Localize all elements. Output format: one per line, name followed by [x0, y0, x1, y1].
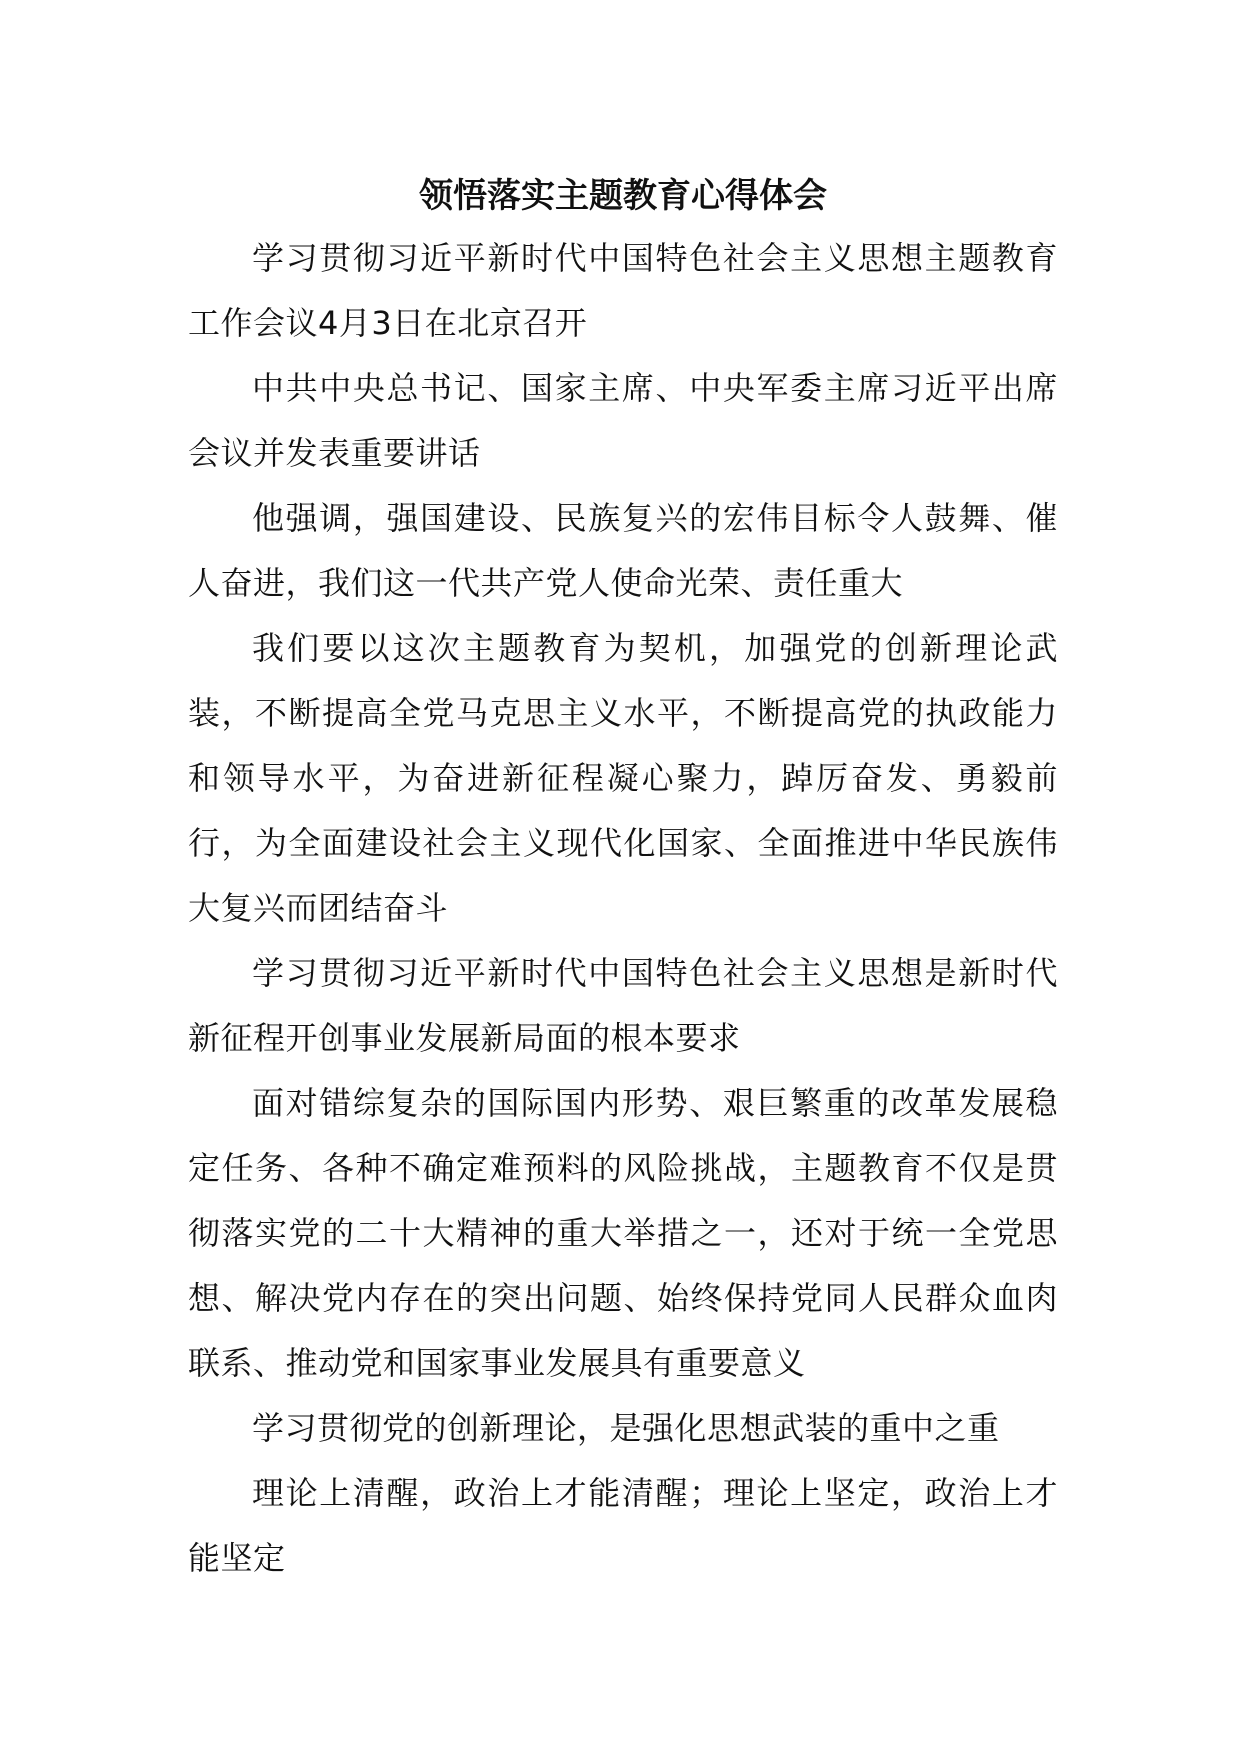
paragraph: 学习贯彻习近平新时代中国特色社会主义思想是新时代新征程开创事业发展新局面的根本要求 — [188, 954, 1058, 1057]
paragraph: 学习贯彻党的创新理论，是强化思想武装的重中之重 — [252, 1409, 1000, 1447]
paragraph: 他强调，强国建设、民族复兴的宏伟目标令人鼓舞、催人奋进，我们这一代共产党人使命光荣、责任重大 — [188, 499, 1058, 602]
paragraph: 面对错综复杂的国际国内形势、艰巨繁重的改革发展稳定任务、各种不确定难预料的风险挑战，主题教育不仅是贯彻落实党的二十大精神的重大举措之一，还对于统一全党思想、解决党内存在的突出问题、始终保持党同人民群众血肉联系、推动党和国家事业发展具有重要意义 — [188, 1084, 1058, 1382]
document-body — [188, 170, 1058, 1591]
document-title: 领悟落实主题教育心得体会 — [419, 176, 827, 216]
paragraph: 我们要以这次主题教育为契机，加强党的创新理论武装，不断提高全党马克思主义水平，不断提高党的执政能力和领导水平，为奋进新征程凝心聚力，踔厉奋发、勇毅前行，为全面建设社会主义现代化国家、全面推进中华民族伟大复兴而团结奋斗 — [188, 629, 1058, 927]
paragraph: 中共中央总书记、国家主席、中央军委主席习近平出席会议并发表重要讲话 — [188, 369, 1058, 472]
paragraph: 理论上清醒，政治上才能清醒；理论上坚定，政治上才能坚定 — [188, 1474, 1058, 1577]
paragraph: 学习贯彻习近平新时代中国特色社会主义思想主题教育工作会议4月3日在北京召开 — [188, 239, 1058, 342]
